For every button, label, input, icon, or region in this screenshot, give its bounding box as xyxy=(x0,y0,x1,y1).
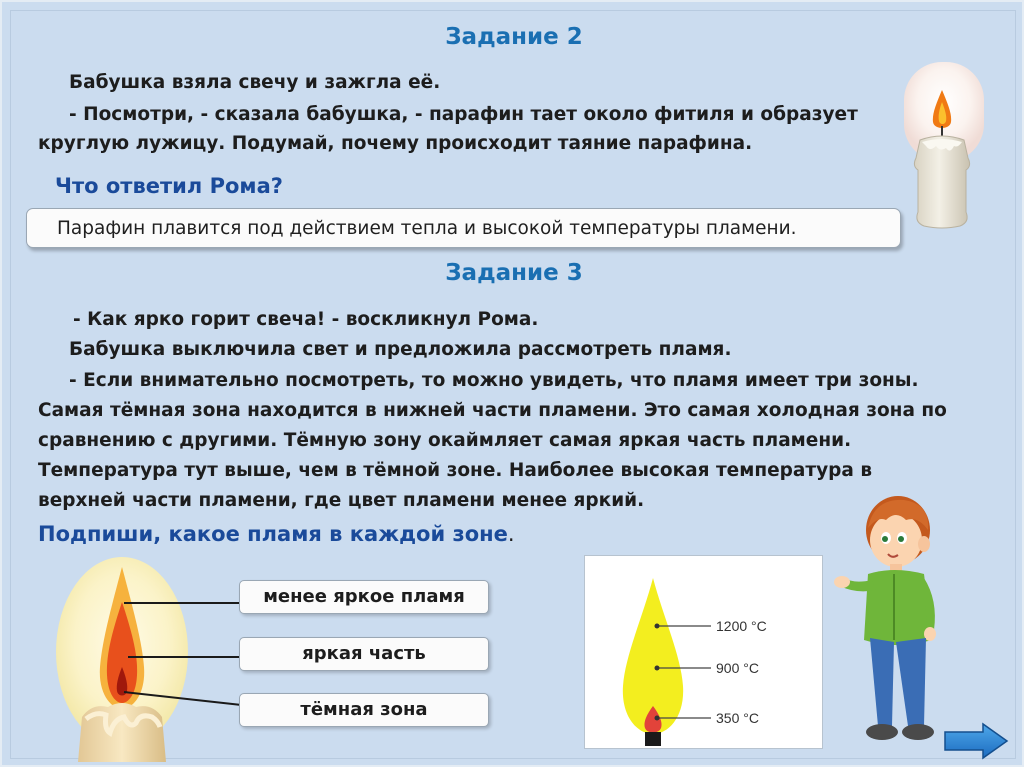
candle-icon xyxy=(902,62,986,234)
boy-illustration xyxy=(834,490,952,752)
task3-line-4: Самая тёмная зона находится в нижней части пламени. Это самая холодная зона по xyxy=(38,400,947,421)
leader-line-top xyxy=(124,602,240,604)
leader-line-middle xyxy=(128,656,240,658)
temp-label-1200: 1200 °C xyxy=(716,618,767,634)
task3-line-2: Бабушка выключила свет и предложила рассмотреть пламя. xyxy=(69,339,732,360)
instruction-text: Подпиши, какое пламя в каждой зоне xyxy=(38,522,508,546)
task3-line-7: верхней части пламени, где цвет пламени менее яркий. xyxy=(38,490,645,511)
answer-text: Парафин плавится под действием тепла и высокой температуры пламени. xyxy=(57,218,797,239)
temperature-figure xyxy=(584,555,823,749)
task3-line-1: - Как ярко горит свеча! - воскликнул Рома. xyxy=(73,309,539,330)
instruction-period: . xyxy=(507,522,515,546)
task3-title: Задание 3 xyxy=(445,260,583,286)
task2-line-1: Бабушка взяла свечу и зажгла её. xyxy=(69,72,441,93)
task3-line-5: сравнению с другими. Тёмную зону окаймляет самая яркая часть пламени. xyxy=(38,430,852,451)
task3-line-3: - Если внимательно посмотреть, то можно увидеть, что пламя имеет три зоны. xyxy=(69,370,919,391)
temp-label-350: 350 °C xyxy=(716,710,759,726)
task2-line-2: - Посмотри, - сказала бабушка, - парафин тает около фитиля и образует xyxy=(69,104,858,125)
task3-line-6: Температура тут выше, чем в тёмной зоне. Наиболее высокая температура в xyxy=(38,460,873,481)
task2-title: Задание 2 xyxy=(445,24,583,50)
task3-instruction xyxy=(38,522,515,546)
flame-zones-picture xyxy=(52,557,192,762)
zone-label-less-bright[interactable]: менее яркое пламя xyxy=(239,580,489,614)
zone-label-dark[interactable]: тёмная зона xyxy=(239,693,489,727)
zone-label-bright[interactable]: яркая часть xyxy=(239,637,489,671)
task2-line-3: круглую лужицу. Подумай, почему происходит таяние парафина. xyxy=(38,133,753,154)
next-arrow-icon[interactable] xyxy=(943,722,1009,760)
answer-box xyxy=(26,208,901,248)
temp-label-900: 900 °C xyxy=(716,660,759,676)
task2-question: Что ответил Рома? xyxy=(55,174,283,198)
wick xyxy=(645,732,661,746)
temperature-flame-svg xyxy=(585,556,822,748)
